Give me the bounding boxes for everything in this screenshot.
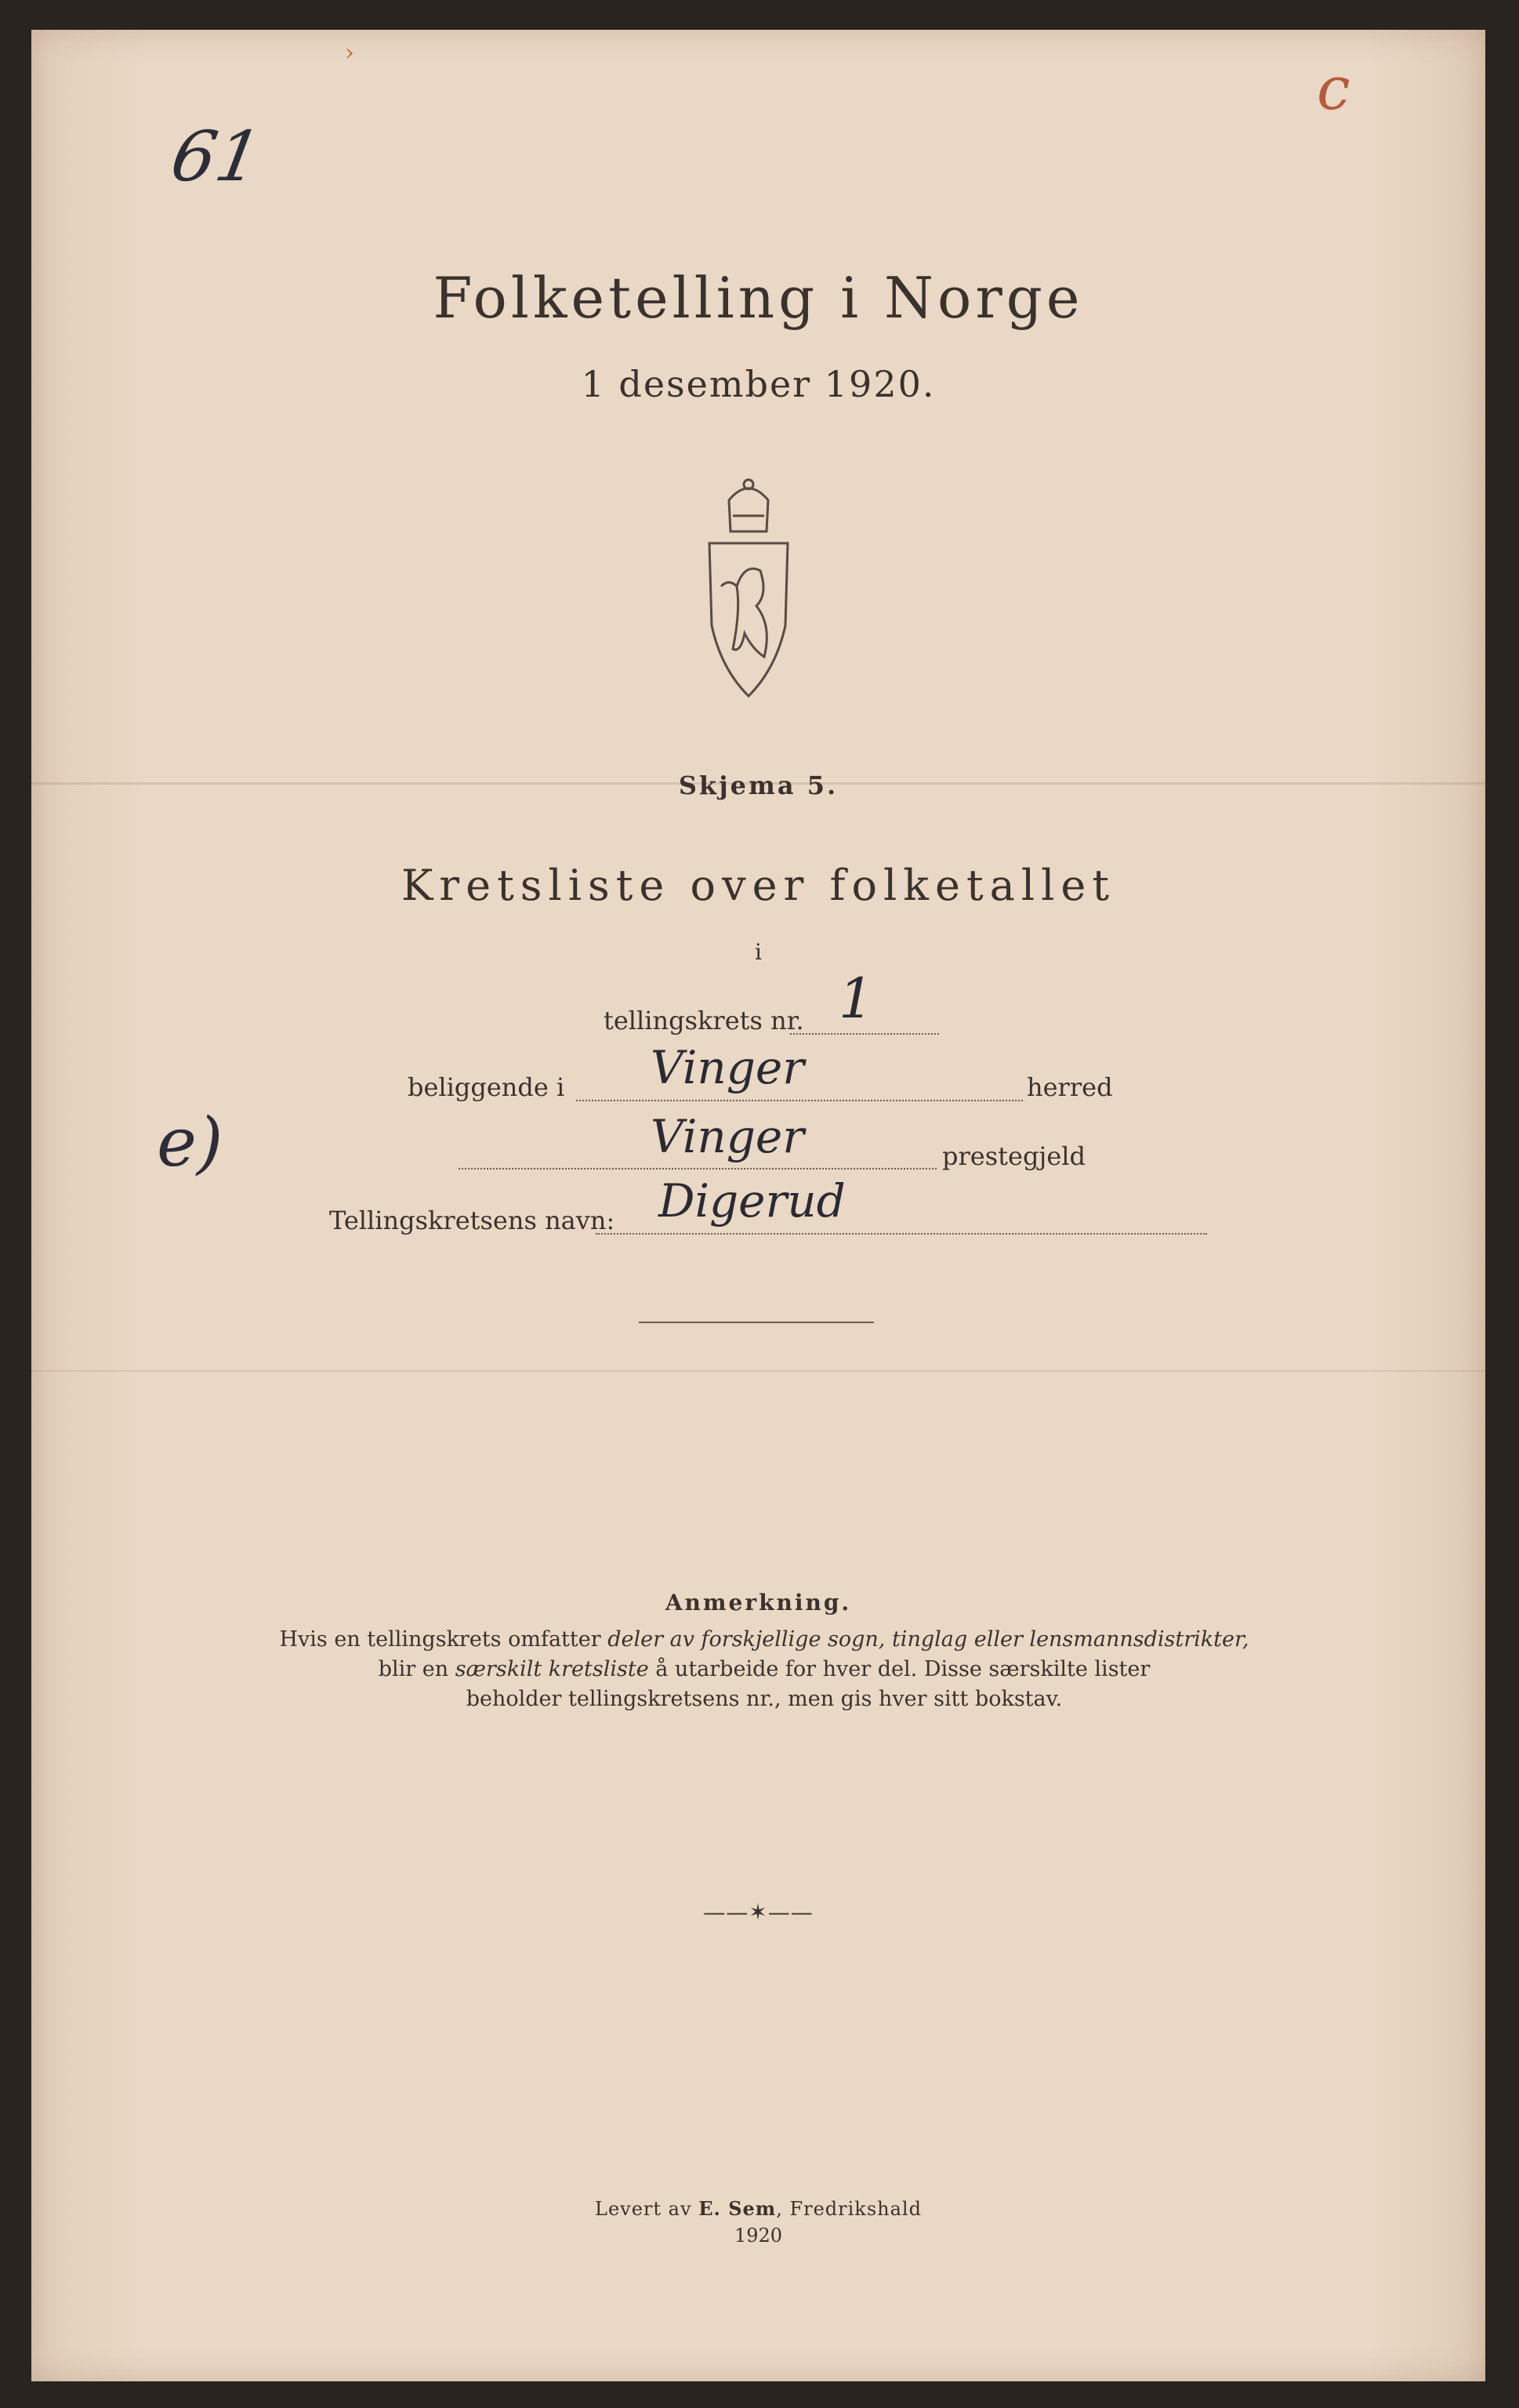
note-heading: Anmerkning. bbox=[665, 1590, 852, 1616]
corner-stain-mark: › bbox=[345, 39, 354, 67]
divider bbox=[639, 1322, 874, 1323]
prestegjeld-line bbox=[459, 1168, 937, 1170]
note-text bbox=[266, 1625, 1262, 1714]
preposition: i bbox=[755, 939, 762, 965]
imprint-year: 1920 bbox=[734, 2225, 783, 2247]
krets-name-line bbox=[596, 1233, 1207, 1235]
krets-name-value: Digerud bbox=[658, 1174, 846, 1228]
schema-number: Skjema 5. bbox=[678, 771, 839, 800]
note-line-2-tail: å utarbeide for hver del. Disse særskilte lister bbox=[648, 1657, 1151, 1681]
imprint-prefix: Levert av bbox=[595, 2198, 699, 2220]
census-date: 1 desember 1920. bbox=[581, 363, 936, 405]
prestegjeld-value: Vinger bbox=[651, 1110, 804, 1163]
note-line-2-text: blir en bbox=[378, 1657, 455, 1681]
note-line-3: beholder tellingskretsens nr., men gis hver sitt bokstav. bbox=[466, 1687, 1063, 1711]
form-heading: Kretsliste over folketallet bbox=[401, 861, 1116, 910]
note-line-1-text: Hvis en tellingskrets omfatter bbox=[279, 1627, 608, 1652]
handwritten-page-number: 61 bbox=[165, 116, 268, 197]
krets-name-label: Tellingskretsens navn: bbox=[329, 1206, 615, 1235]
fold-line bbox=[31, 1370, 1485, 1372]
note-line-1 bbox=[266, 1625, 1262, 1655]
krets-number-line bbox=[790, 1033, 939, 1035]
note-line-1-emphasis: deler av forskjellige sogn, tinglag eller lensmannsdistrikter, bbox=[607, 1627, 1249, 1652]
beliggende-label: beliggende i bbox=[408, 1072, 565, 1102]
beliggende-line bbox=[576, 1100, 1023, 1101]
herred-label: herred bbox=[1027, 1072, 1113, 1102]
margin-handwritten-mark: e) bbox=[157, 1104, 223, 1182]
coat-of-arms-icon bbox=[698, 469, 799, 704]
corner-mark: c bbox=[1317, 53, 1350, 123]
census-form-page bbox=[31, 30, 1485, 2381]
note-line-2 bbox=[266, 1655, 1262, 1685]
printer-imprint bbox=[31, 2197, 1485, 2220]
note-line-2-emphasis: særskilt kretsliste bbox=[455, 1657, 649, 1681]
imprint-printer: E. Sem bbox=[698, 2197, 777, 2220]
page-title: Folketelling i Norge bbox=[433, 265, 1084, 331]
ornament: ——✶—— bbox=[703, 1899, 814, 1925]
prestegjeld-label: prestegjeld bbox=[942, 1141, 1086, 1171]
beliggende-value: Vinger bbox=[651, 1041, 804, 1094]
krets-number-label: tellingskrets nr. bbox=[604, 1006, 804, 1035]
imprint-place: , Fredrikshald bbox=[776, 2198, 922, 2220]
krets-number-value: 1 bbox=[839, 966, 874, 1031]
